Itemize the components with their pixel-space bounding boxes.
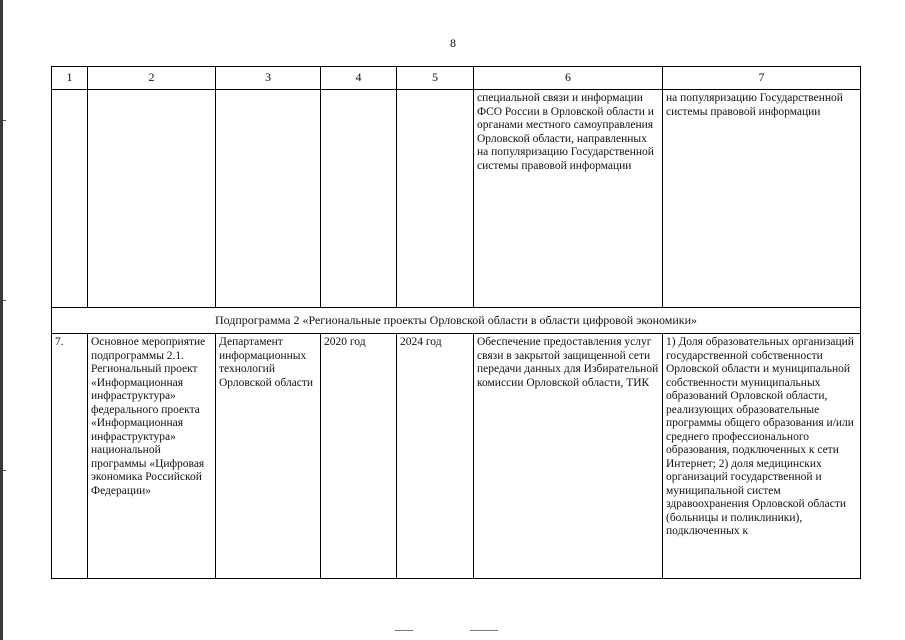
- scan-mark: [395, 630, 413, 631]
- indicator-cell: на популяризацию Государственной системы правовой информации: [663, 90, 861, 308]
- result-cell: Обеспечение предоставления услуг связи в закрытой защищенной сети передачи данных для Избирательной комиссии Орловской области, ТИК: [474, 334, 663, 579]
- subprogram-title: Подпрограмма 2 «Региональные проекты Орловской области в области цифровой экономики»: [52, 308, 861, 334]
- column-header: 6: [474, 67, 663, 90]
- table-cell: [397, 90, 474, 308]
- column-header: 4: [321, 67, 397, 90]
- table-cell: [216, 90, 321, 308]
- page-number: 8: [450, 36, 456, 50]
- table-cell: [88, 90, 216, 308]
- column-header: 2: [88, 67, 216, 90]
- executor-cell: Департамент информационных технологий Орловской области: [216, 334, 321, 579]
- result-cell: специальной связи и информации ФСО России в Орловской области и органами местного самоуправления Орловской области, направленных на популяризацию Государственной системы правовой информации: [474, 90, 663, 308]
- subprogram-row: [52, 308, 861, 334]
- row-number-cell: 7.: [52, 334, 88, 579]
- table-row: [52, 90, 861, 308]
- column-header: 7: [663, 67, 861, 90]
- event-cell: Основное мероприятие подпрограммы 2.1. Региональный проект «Информационная инфраструктура» федерального проекта «Информационная инфраструктура» национальной программы «Цифровая экономика Российской Федерации»: [88, 334, 216, 579]
- scan-mark: [3, 470, 6, 471]
- scan-left-edge: [0, 0, 3, 640]
- scan-mark: [3, 120, 6, 121]
- indicator-cell: 1) Доля образовательных организаций государственной собственности Орловской области и муниципальной собственности муниципальных образований Орловской области, реализующих образовательные программы общего образования и/или среднего профессионального образования, подключенных к сети Интернет; 2) доля медицинских организаций государственной и муниципальной систем здравоохранения Орловской области (больницы и поликлиники), подключенных к: [663, 334, 861, 579]
- program-table: [51, 66, 861, 579]
- start-year-cell: 2020 год: [321, 334, 397, 579]
- table-cell: [321, 90, 397, 308]
- table-row: [52, 334, 861, 579]
- scan-mark: [470, 630, 498, 631]
- column-header: 5: [397, 67, 474, 90]
- column-header: 1: [52, 67, 88, 90]
- column-header: 3: [216, 67, 321, 90]
- scan-mark: [3, 300, 6, 301]
- table-cell: [52, 90, 88, 308]
- table-header-row: [52, 67, 861, 90]
- end-year-cell: 2024 год: [397, 334, 474, 579]
